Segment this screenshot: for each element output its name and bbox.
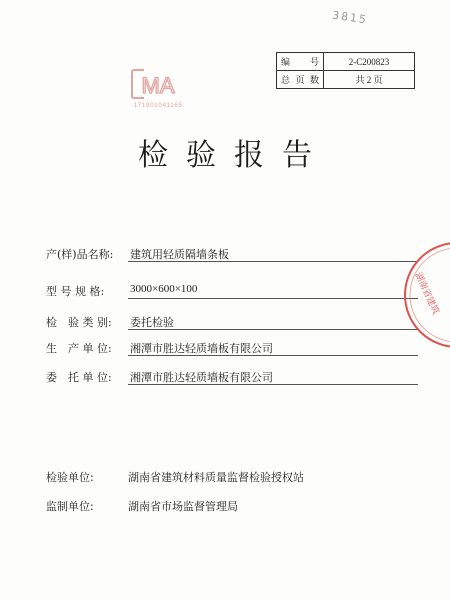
official-seal-icon <box>395 240 450 350</box>
inspection-unit <box>46 469 304 485</box>
field-client <box>46 369 273 385</box>
cma-logo-icon <box>130 68 184 100</box>
field-value: 湘潭市胜达轻质墙板有限公司 <box>130 371 273 384</box>
cma-letters: MA <box>141 73 175 98</box>
report-number-value: 2-C200823 <box>324 53 415 71</box>
table-row <box>277 53 415 71</box>
table-row <box>277 71 415 89</box>
page-title: 检验报告 <box>138 138 330 173</box>
field-label: 型 号 规 格: <box>46 285 105 298</box>
field-inspection-type <box>46 314 174 330</box>
field-label: 生 产 单 位: <box>46 342 112 355</box>
underline <box>128 355 418 356</box>
field-model-spec <box>46 283 198 299</box>
field-label: 产(样)品名称: <box>46 248 114 261</box>
page-count-label: 总页数 <box>277 71 324 89</box>
field-label: 委 托 单 位: <box>46 371 112 384</box>
field-value: 建筑用轻质隔墙条板 <box>130 248 229 261</box>
field-product-name <box>46 246 229 262</box>
report-number-label: 编 号 <box>277 53 324 71</box>
field-value: 3000×600×100 <box>130 283 198 295</box>
field-label: 检 验 类 别: <box>46 316 112 329</box>
page-count-value: 共 2 页 <box>324 71 415 89</box>
underline <box>128 261 418 262</box>
seal-text: 湖南省建筑 <box>412 271 441 317</box>
footer-value: 湖南省市场监督管理局 <box>128 500 238 513</box>
footer-value: 湖南省建筑材料质量监督检验授权站 <box>128 471 304 484</box>
cma-number: 171901041165 <box>133 102 183 109</box>
cma-seal <box>128 68 186 114</box>
underline <box>128 329 418 330</box>
footer-label: 检验单位: <box>46 471 94 484</box>
report-info-table <box>276 52 415 89</box>
field-manufacturer <box>46 340 273 356</box>
underline <box>128 384 418 385</box>
handwritten-number: 3815 <box>331 8 369 27</box>
field-value: 湘潭市胜达轻质墙板有限公司 <box>130 342 273 355</box>
footer-label: 监制单位: <box>46 500 94 513</box>
field-value: 委托检验 <box>130 316 174 329</box>
supervising-unit <box>46 498 238 514</box>
underline <box>128 298 418 299</box>
